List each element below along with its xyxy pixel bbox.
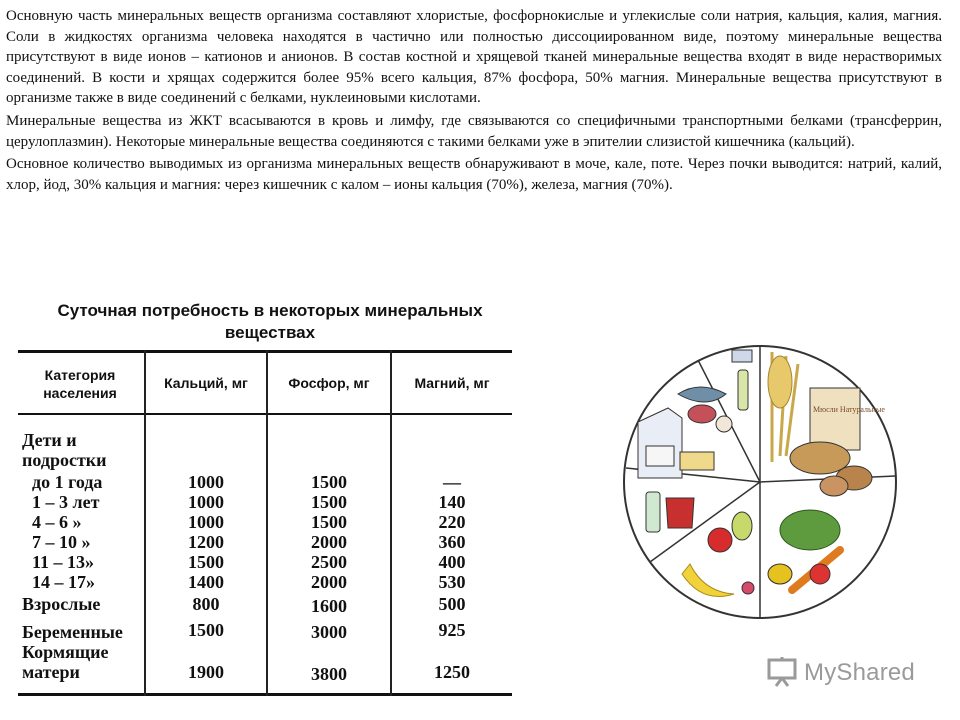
muesli-box-label: Мюсли Натуральные [813,405,885,414]
row-phosphorus: 1500 [311,512,347,532]
food-wheel-icon [620,342,900,622]
table-title: Суточная потребность в некоторых минеральных веществах [57,301,483,342]
row-magnesium: 360 [438,532,466,552]
table-bottom-rule [18,693,512,696]
table-column-divider [390,350,392,696]
row-calcium: 1900 [188,662,224,682]
article-text [6,6,942,197]
row-calcium: 1000 [188,492,224,512]
row-phosphorus: 1500 [311,492,347,512]
paragraph-composition: Основную часть минеральных веществ организма составляют хлористые, фосфорнокислые и углекислые соли натрия, кальция, калия, магния. Соли в жидкостях организма человека находятся в частично или полностью диссоциированном виде, поэтому минеральные вещества присутствуют в виде ионов – катионов и анионов. В состав костной и хрящевой тканей минеральные вещества входят в виде нерастворимых соединений. В кости и хрящах содержится более 95% всего кальция, 87% фосфора, 50% магния. Минеральные вещества присутствуют в организме также в виде соединений с белками, нуклеиновыми кислотами. [6,8,942,107]
paragraph-excretion: Основное количество выводимых из организма минеральных веществ обнаруживают в моче, кале, поте. Через почки выводится: натрий, калий, хлор, йод, 30% кальция и магния: через кишечник с калом – ионы кальция (70%), железа, магния (70%). [6,156,942,193]
watermark-text: MyShared [804,659,915,686]
row-calcium: 1200 [188,532,224,552]
row-calcium: 1500 [188,620,224,640]
row-magnesium: — [443,472,461,492]
row-magnesium: 1250 [434,662,470,682]
row-calcium: 1000 [188,472,224,492]
row-magnesium: 500 [438,594,466,614]
row-phosphorus: 3000 [311,622,347,642]
row-phosphorus: 2000 [311,532,347,552]
row-category: Кормящие матери [22,642,109,682]
header-phosphorus: Фосфор, мг [288,375,370,391]
row-phosphorus: 3800 [311,664,347,684]
table-column-divider [266,350,268,696]
row-phosphorus: 2500 [311,552,347,572]
row-category: до 1 года [32,472,103,492]
paragraph-absorption: Минеральные вещества из ЖКТ всасываются в кровь и лимфу, где связываются со специфичными транспортными белками (трансферрин, церулоплазмин). Некоторые минеральные вещества соединяются с такими белками уже в эпителии слизистой кишечника (кальций). [6,112,942,150]
row-category: 4 – 6 » [32,512,82,532]
group-label-children: Дети и подростки [22,430,107,470]
row-category: 1 – 3 лет [32,492,100,512]
table-header-rule [18,413,512,415]
row-magnesium: 220 [438,512,466,532]
table-top-rule [18,350,512,353]
row-category: Взрослые [22,594,101,614]
row-category: Беременные [22,622,123,642]
header-calcium: Кальций, мг [164,375,248,391]
row-magnesium: 925 [438,620,466,640]
row-calcium: 800 [192,594,220,614]
table-column-divider [144,350,146,696]
row-category: 14 – 17» [32,572,95,592]
row-phosphorus: 1600 [311,596,347,616]
header-magnesium: Магний, мг [414,375,490,391]
row-category: 11 – 13» [32,552,95,572]
watermark [766,656,936,692]
row-phosphorus: 1500 [311,472,347,492]
minerals-table [18,350,512,696]
row-category: 7 – 10 » [32,532,91,552]
header-category: Категория населения [43,367,117,401]
presentation-board-icon [766,656,798,688]
food-wheel-illustration [620,342,900,622]
row-magnesium: 140 [438,492,466,512]
row-calcium: 1500 [188,552,224,572]
row-calcium: 1400 [188,572,224,592]
row-magnesium: 530 [438,572,466,592]
row-magnesium: 400 [438,552,466,572]
row-calcium: 1000 [188,512,224,532]
row-phosphorus: 2000 [311,572,347,592]
